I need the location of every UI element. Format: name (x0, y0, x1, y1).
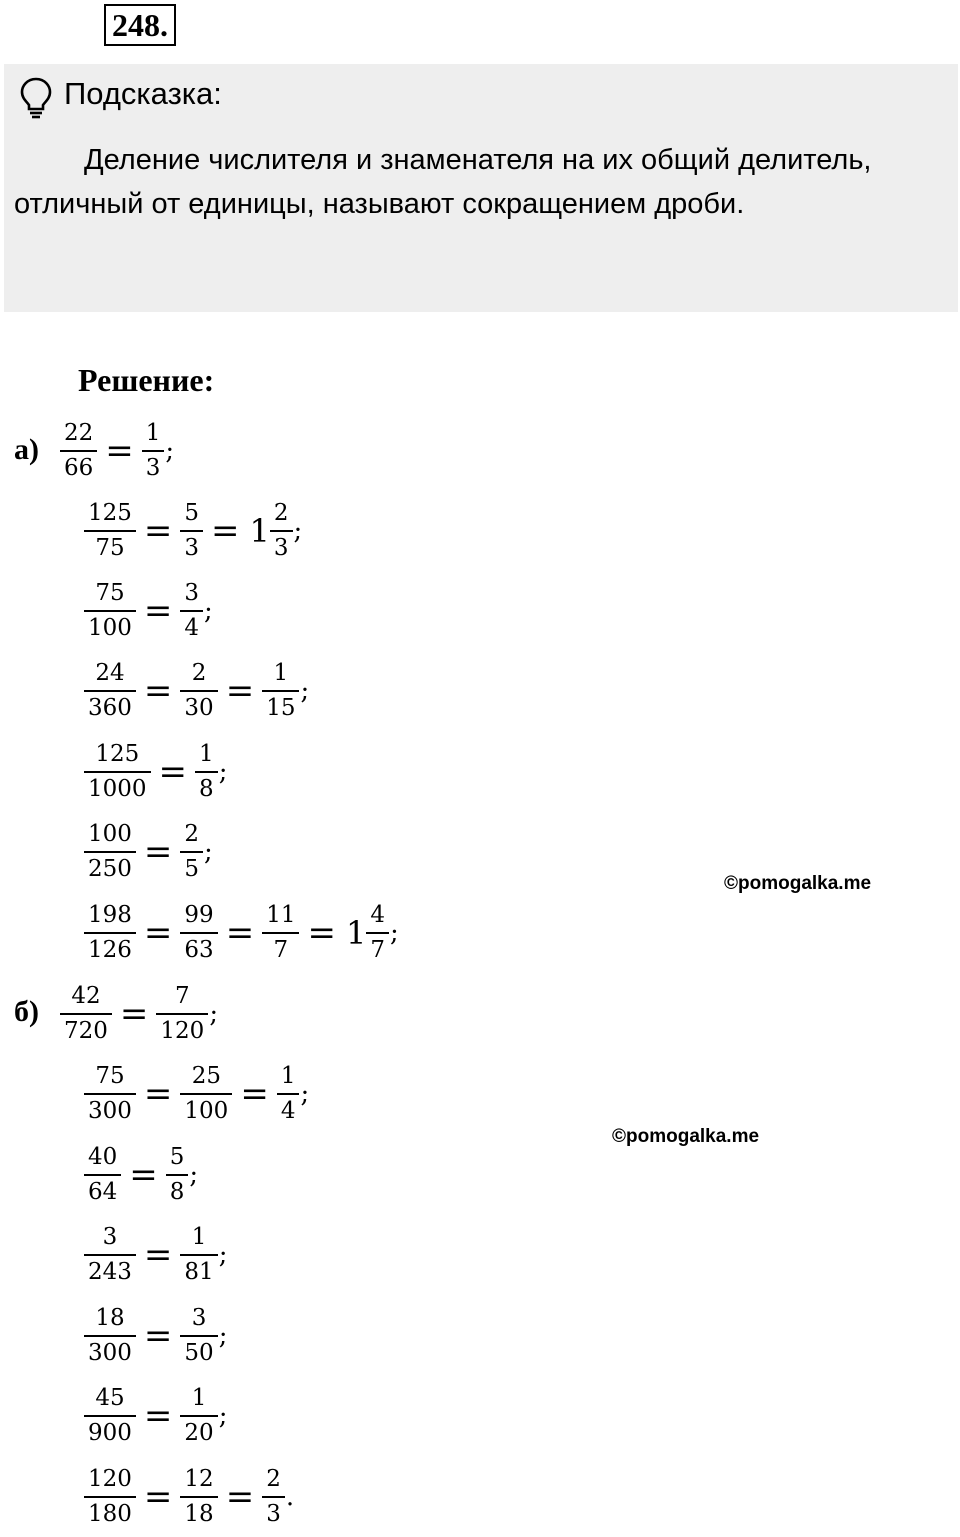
fraction (158, 983, 206, 1045)
hint-title: Подсказка: (64, 76, 222, 111)
denominator: 300 (84, 1093, 136, 1125)
numerator: 100 (88, 821, 132, 847)
denominator: 100 (84, 610, 136, 642)
denominator: 126 (84, 932, 136, 964)
equals-sign: = (225, 913, 255, 953)
fraction (86, 1224, 134, 1286)
fraction (182, 1224, 215, 1286)
fraction (86, 741, 149, 803)
fraction (168, 1144, 187, 1206)
denominator: 360 (84, 690, 136, 722)
fraction (272, 500, 291, 562)
equals-sign: = (143, 1074, 173, 1114)
fraction (86, 1144, 119, 1206)
denominator: 64 (84, 1174, 121, 1206)
numerator: 125 (95, 741, 140, 767)
equals-sign: = (225, 1477, 255, 1517)
equation-row (84, 1215, 227, 1295)
denominator: 5 (180, 851, 203, 883)
fraction (62, 983, 110, 1045)
fraction (182, 1305, 215, 1367)
denominator: 900 (84, 1415, 136, 1447)
equals-sign: = (307, 913, 336, 953)
numerator: 1 (199, 741, 214, 767)
fraction (182, 500, 201, 562)
fraction (182, 902, 215, 964)
part-label-b: б) (14, 995, 39, 1028)
equals-sign: = (143, 1477, 173, 1517)
numerator: 18 (95, 1305, 125, 1331)
equation-row (84, 1296, 227, 1376)
punctuation: ; (218, 1401, 228, 1431)
denominator: 3 (180, 530, 203, 562)
numerator: 1 (191, 1224, 207, 1250)
punctuation: ; (189, 1160, 199, 1190)
punctuation: . (285, 1482, 295, 1512)
fraction (86, 660, 134, 722)
fraction (144, 420, 163, 482)
numerator: 5 (169, 1144, 185, 1170)
equation-row (60, 411, 174, 491)
numerator: 1 (273, 660, 289, 686)
punctuation: ; (293, 516, 303, 546)
equation-row (84, 1376, 227, 1456)
denominator: 81 (180, 1254, 217, 1286)
equals-sign: = (143, 832, 173, 872)
fraction (62, 420, 95, 482)
punctuation: ; (165, 436, 175, 466)
equals-sign: = (143, 511, 173, 551)
fraction (182, 580, 201, 642)
equals-sign: = (143, 591, 173, 631)
denominator: 180 (84, 1496, 136, 1528)
denominator: 4 (180, 610, 203, 642)
fraction (264, 1466, 283, 1528)
equation-row (60, 974, 218, 1054)
equation-row (84, 1457, 294, 1537)
denominator: 100 (180, 1093, 232, 1125)
equation-row (84, 491, 302, 571)
numerator: 198 (88, 902, 132, 928)
fraction (182, 1385, 215, 1447)
numerator: 3 (102, 1224, 118, 1250)
denominator: 15 (262, 690, 299, 722)
numerator: 1 (145, 420, 161, 446)
numerator: 7 (175, 983, 190, 1009)
denominator: 20 (180, 1415, 217, 1447)
equals-sign: = (211, 511, 240, 551)
numerator: 99 (184, 902, 214, 928)
equation-row (84, 732, 227, 812)
fraction (182, 1466, 215, 1528)
hint-text: Деление числителя и знаменателя на их общий делитель, отличный от единицы, называют сокращением дроби. (14, 144, 872, 220)
numerator: 5 (184, 500, 200, 526)
equation-row (84, 812, 213, 892)
numerator: 42 (71, 983, 101, 1009)
denominator: 18 (180, 1496, 217, 1528)
denominator: 30 (180, 690, 217, 722)
numerator: 25 (191, 1063, 221, 1089)
numerator: 75 (95, 1063, 125, 1089)
numerator: 125 (88, 500, 132, 526)
denominator: 243 (84, 1254, 136, 1286)
part-label-a: а) (14, 433, 39, 466)
equation-row (84, 651, 309, 731)
denominator: 66 (60, 450, 97, 482)
punctuation: ; (218, 1240, 228, 1270)
numerator: 120 (88, 1466, 132, 1492)
equals-sign: = (143, 1316, 173, 1356)
numerator: 2 (273, 500, 289, 526)
equals-sign: = (225, 671, 255, 711)
numerator: 1 (191, 1385, 207, 1411)
equation-row (84, 893, 399, 973)
punctuation: ; (218, 757, 228, 787)
watermark: ©pomogalka.me (724, 873, 872, 894)
numerator: 45 (95, 1385, 125, 1411)
fraction (264, 660, 297, 722)
fraction (264, 902, 297, 964)
denominator: 8 (166, 1174, 189, 1206)
hint-box (4, 64, 958, 312)
solution-title: Решение: (78, 362, 215, 398)
numerator: 3 (184, 580, 200, 606)
fraction (197, 741, 216, 803)
numerator: 2 (191, 660, 207, 686)
equals-sign: = (143, 1396, 173, 1436)
watermark: ©pomogalka.me (612, 1126, 760, 1147)
punctuation: ; (300, 676, 310, 706)
punctuation: ; (204, 837, 213, 867)
denominator: 3 (142, 450, 165, 482)
denominator: 7 (366, 932, 389, 964)
problem-number: 248. (104, 4, 176, 46)
fraction (86, 1063, 134, 1125)
denominator: 3 (270, 530, 293, 562)
numerator: 2 (266, 1466, 281, 1492)
equals-sign: = (105, 431, 134, 471)
fraction (279, 1063, 298, 1125)
equals-sign: = (119, 994, 149, 1034)
numerator: 24 (95, 660, 125, 686)
equals-sign: = (129, 1155, 158, 1195)
equals-sign: = (158, 752, 188, 792)
punctuation: ; (218, 1321, 228, 1351)
punctuation: ; (204, 596, 213, 626)
numerator: 11 (266, 902, 296, 928)
equation-row (84, 1135, 198, 1215)
denominator: 50 (180, 1335, 217, 1367)
fraction (182, 660, 215, 722)
fraction (182, 1063, 230, 1125)
lightbulb-icon (18, 76, 54, 120)
denominator: 8 (195, 771, 218, 803)
fraction (368, 902, 387, 964)
denominator: 250 (84, 851, 136, 883)
denominator: 4 (277, 1093, 300, 1125)
fraction (86, 1385, 134, 1447)
whole-part: 1 (249, 512, 270, 550)
denominator: 1000 (84, 771, 151, 803)
punctuation: ; (389, 918, 399, 948)
fraction (86, 902, 134, 964)
numerator: 3 (191, 1305, 207, 1331)
fraction (86, 1305, 134, 1367)
numerator: 12 (184, 1466, 214, 1492)
denominator: 63 (180, 932, 217, 964)
equation-row (84, 571, 213, 651)
denominator: 3 (262, 1496, 285, 1528)
numerator: 75 (95, 580, 125, 606)
equals-sign: = (143, 1235, 173, 1275)
numerator: 2 (184, 821, 200, 847)
fraction (86, 500, 134, 562)
numerator: 4 (370, 902, 385, 928)
numerator: 40 (88, 1144, 118, 1170)
whole-part: 1 (345, 914, 367, 952)
equation-row (84, 1054, 309, 1134)
numerator: 22 (64, 420, 94, 446)
equals-sign: = (143, 913, 173, 953)
fraction (182, 821, 201, 883)
denominator: 300 (84, 1335, 136, 1367)
denominator: 75 (84, 530, 136, 562)
numerator: 1 (280, 1063, 296, 1089)
fraction (86, 821, 134, 883)
equals-sign: = (143, 671, 173, 711)
denominator: 720 (60, 1013, 112, 1045)
denominator: 120 (156, 1013, 208, 1045)
punctuation: ; (300, 1079, 310, 1109)
punctuation: ; (209, 999, 219, 1029)
equals-sign: = (240, 1074, 269, 1114)
fraction (86, 1466, 134, 1528)
denominator: 7 (262, 932, 299, 964)
fraction (86, 580, 134, 642)
